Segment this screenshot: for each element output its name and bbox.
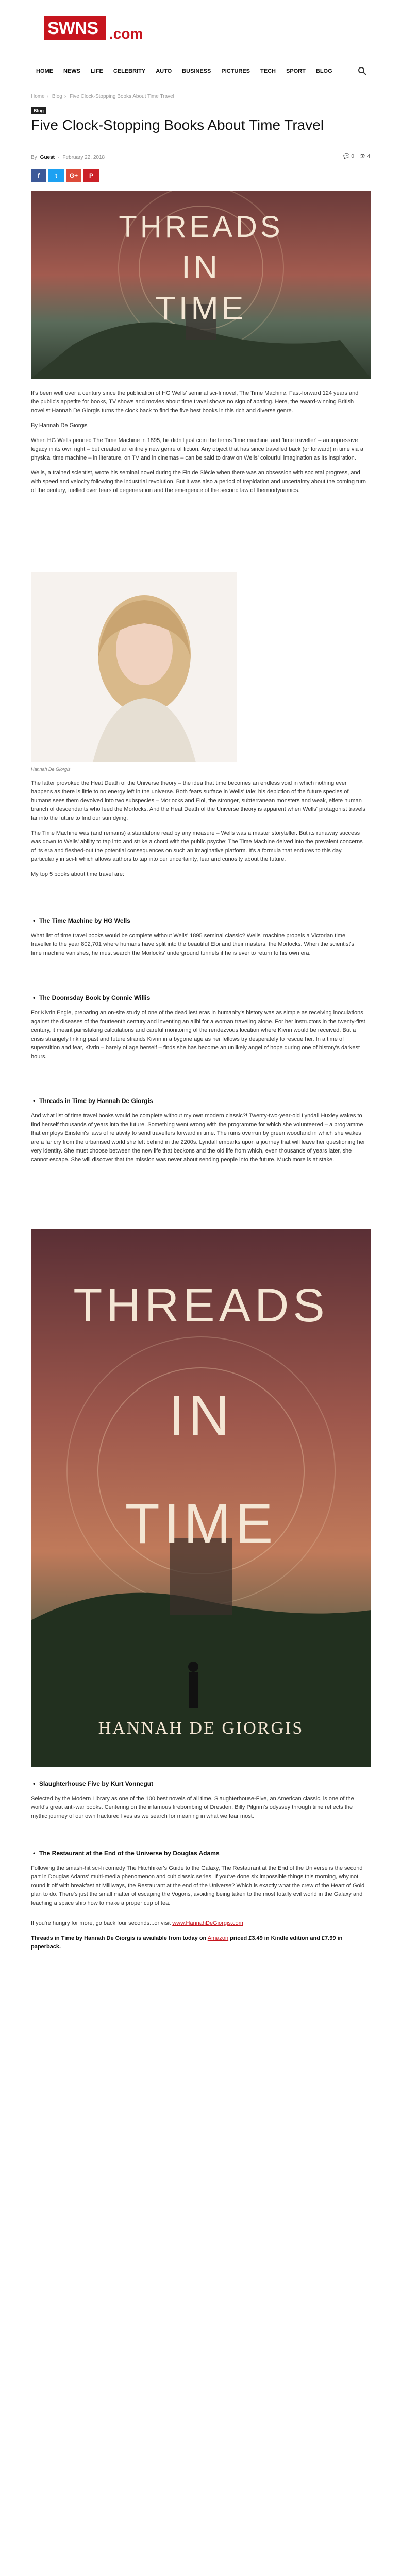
cover-title-line2: IN bbox=[181, 248, 221, 285]
nav-auto[interactable]: AUTO bbox=[156, 68, 172, 74]
breadcrumb-current: Five Clock-Stopping Books About Time Travel bbox=[69, 94, 174, 99]
author-prefix: By bbox=[31, 155, 37, 160]
search-icon[interactable] bbox=[358, 66, 367, 76]
article-title: Five Clock-Stopping Books About Time Travel bbox=[31, 117, 324, 133]
breadcrumb-blog[interactable]: Blog bbox=[52, 94, 62, 99]
logo-text: SWNS bbox=[47, 19, 98, 38]
paragraph-2: When HG Wells penned The Time Machine in 1895, he didn't just coin the terms 'time machine' and 'time traveller' – an impressive legacy in its own right – but created an entirely new genre of fiction. Any object that has since travelled back (or forward) in time via a physical time machine – in literature, on TV and in cinemas – can be said to draw on Wells' colourful imagination as its inspiration. bbox=[31, 437, 364, 461]
article-body-2 bbox=[31, 779, 366, 885]
nav-home[interactable]: HOME bbox=[36, 68, 53, 74]
book5-heading: • The Restaurant at the End of the Universe by Douglas Adams bbox=[39, 1850, 220, 1857]
book-cover-full bbox=[31, 1229, 371, 1767]
book1-heading: • The Time Machine by HG Wells bbox=[39, 917, 130, 924]
photo-caption: Hannah De Giorgis bbox=[31, 767, 71, 772]
views-count: 👁 4 bbox=[359, 154, 370, 159]
breadcrumb: Home › Blog › Five Clock-Stopping Books About Time Travel bbox=[31, 94, 174, 99]
outro-text: If you're hungry for more, go back four seconds...or visit bbox=[31, 1920, 171, 1926]
logo-suffix: .com bbox=[109, 26, 143, 42]
book5-text: Following the smash-hit sci-fi comedy The Hitchhiker's Guide to the Galaxy, The Restaurant at the End of the Universe is the second part in Douglas Adams' multi-media phenomenon and cult classic series. If you've done six impossible things this morning, why not round it off with breakfast at Milliways, the Restaurant at the end of the Universe? Which is exactly what the crew of the Heart of Gold plan to do. There's just the small matter of escaping the Vogons, avoiding being taken to the most totally evil world in the Galaxy and teaching a space ship how to make a proper cup of tea. bbox=[31, 1865, 365, 1906]
book3-text: And what list of time travel books would be complete without my own modern classic?! Twenty-two-year-old Lyndall Huxley wakes to find herself thousands of years into the future. Something went wrong with the programme for which she volunteered – a programme that employs Einstein's laws of relativity to send travellers forward in time. The ruins overrun by green woodland in which she wakes are a far cry from the urbanised world she left behind in the 2200s. Lyndall embarks upon a journey that will leave her questioning her very identity. She must choose between the new life that beckons and the old life from which, even thousands of years later, she cannot escape. She will discover that the mission was never about sending people into the future. Much more is at stake. bbox=[31, 1113, 365, 1163]
paragraph-6: My top 5 books about time travel are: bbox=[31, 871, 124, 877]
cover-title-line1: THREADS bbox=[119, 210, 283, 244]
cover-full-author: HANNAH DE GIORGIS bbox=[98, 1719, 304, 1738]
nav-tech[interactable]: TECH bbox=[260, 68, 276, 74]
nav-business[interactable]: BUSINESS bbox=[182, 68, 211, 74]
article-body-1 bbox=[31, 389, 366, 501]
article-date: February 22, 2018 bbox=[62, 155, 105, 160]
comments-count[interactable]: 💬 0 bbox=[343, 154, 354, 159]
pinterest-icon[interactable]: P bbox=[83, 169, 99, 182]
final-bold-text: Threads in Time by Hannah De Giorgis is available from today on bbox=[31, 1935, 207, 1941]
paragraph-5: The Time Machine was (and remains) a standalone read by any measure – Wells was a master storyteller. But its runaway success was down to Wells' ability to tap into and strike a chord with the public psyche; The Time Machine delved into the prevalent concerns of its era and fleshed-out the potential consequences on such an imaginative platform. It's a formula that endures to this day, particularly in sci-fi which allows authors to tap into our uncertainty, fear and curiosity about the future. bbox=[31, 830, 363, 862]
cover-title-line3: TIME bbox=[155, 290, 247, 327]
article-meta: By Guest - February 22, 2018 bbox=[31, 155, 105, 160]
cover-full-title-line2: IN bbox=[169, 1384, 233, 1447]
author-link[interactable]: Guest bbox=[40, 155, 55, 160]
book1-text: What list of time travel books would be complete without Wells' 1895 seminal classic? Wells' machine propels a Victorian time traveller to the year 802,701 where humans have split into the beautiful Eloi and their masters, the Morlocks. When the scientist's time machine vanishes, he must search the Morlocks' underground tunnels if he is ever to return to his own era. bbox=[31, 933, 354, 956]
nav-sport[interactable]: SPORT bbox=[286, 68, 306, 74]
book2-text: For Kivrin Engle, preparing an on-site study of one of the deadliest eras in humanity's history was as simple as receiving inoculations against the diseases of the fourteenth century and inventing an alibi for a woman traveling alone. For her instructors in the twenty-first century, it meant painstaking calculations and careful monitoring of the rendezvous location where Kivrin would be received. But a crisis strangely linking past and future strands Kivrin in a bygone age as her fellows try desperately to rescue her. In a time of superstition and fear, Kivrin – barely of age herself – finds she has become an unlikely angel of hope during one of history's darkest hours. bbox=[31, 1010, 365, 1060]
paragraph-3: Wells, a trained scientist, wrote his seminal novel during the Fin de Siècle when there was an obsession with societal progress, and with speed and velocity following the industrial revolution. But it was also a period of trepidation and uncertainty about the coming turn of the century, fuelled over fears of degeneration and the emergence of the second law of thermodynamics. bbox=[31, 470, 366, 494]
book4-text: Selected by the Modern Library as one of the 100 best novels of all time, Slaughterhouse-Five, an American classic, is one of the world's great anti-war books. Centering on the infamous firebombing of Dresden, Billy Pilgrim's odyssey through time reflects the mythic journey of our own fractured lives as we search for meaning in what we fear most. bbox=[31, 1795, 354, 1819]
author-website-link[interactable]: www.HannahDeGiorgis.com bbox=[172, 1920, 243, 1926]
book4-heading: • Slaughterhouse Five by Kurt Vonnegut bbox=[39, 1780, 153, 1787]
intro-paragraph: It's been well over a century since the publication of HG Wells' seminal sci-fi novel, The Time Machine. Fast-forward 124 years and the public's appetite for books, TV shows and movies about time travel shows no sign of abating. Here, the award-winning British novelist Hannah De Giorgis turns the clock back to find the five best books in this rich and diverse genre. bbox=[31, 390, 359, 414]
article-stats bbox=[343, 154, 370, 159]
nav-celebrity[interactable]: CELEBRITY bbox=[113, 68, 146, 74]
google-plus-icon[interactable]: G+ bbox=[66, 169, 81, 182]
author-photo bbox=[31, 572, 237, 762]
book2-heading: • The Doomsday Book by Connie Willis bbox=[39, 994, 150, 1002]
nav-news[interactable]: NEWS bbox=[63, 68, 80, 74]
article-outro bbox=[31, 1919, 366, 1958]
cover-full-title-line1: THREADS bbox=[73, 1279, 329, 1332]
final-price-text: priced £3.49 in Kindle edition and £7.99 in paperback. bbox=[31, 1935, 343, 1950]
facebook-icon[interactable]: f bbox=[31, 169, 46, 182]
book3-heading: • Threads in Time by Hannah De Giorgis bbox=[39, 1097, 153, 1105]
nav-blog[interactable]: BLOG bbox=[315, 68, 332, 74]
paragraph-4: The latter provoked the Heat Death of the Universe theory – the idea that time becomes an endless void in which nothing ever happens as there is little to no energy left in the universe. Both fears surface in Wells' tale: his depiction of the future species of humans sees them devolved into two subspecies – Morlocks and Eloi, the stronger, subterranean monsters and weak, effete human branch of descendants who feed the Morlocks. And the Heat Death of the Universe theory is apparent when Wells' protagonist travels far into the future to find our sun dying. bbox=[31, 780, 365, 821]
site-logo[interactable] bbox=[44, 16, 106, 40]
cover-full-title-line3: TIME bbox=[125, 1492, 277, 1555]
byline: By Hannah De Giorgis bbox=[31, 422, 88, 429]
category-tag[interactable]: Blog bbox=[31, 107, 46, 114]
amazon-link[interactable]: Amazon bbox=[207, 1935, 229, 1941]
hero-book-cover bbox=[31, 191, 371, 379]
breadcrumb-home[interactable]: Home bbox=[31, 94, 45, 99]
twitter-icon[interactable]: t bbox=[48, 169, 64, 182]
main-nav bbox=[31, 61, 371, 81]
nav-pictures[interactable]: PICTURES bbox=[221, 68, 250, 74]
nav-life[interactable]: LIFE bbox=[91, 68, 103, 74]
share-buttons bbox=[31, 169, 99, 182]
site-header bbox=[0, 0, 401, 46]
